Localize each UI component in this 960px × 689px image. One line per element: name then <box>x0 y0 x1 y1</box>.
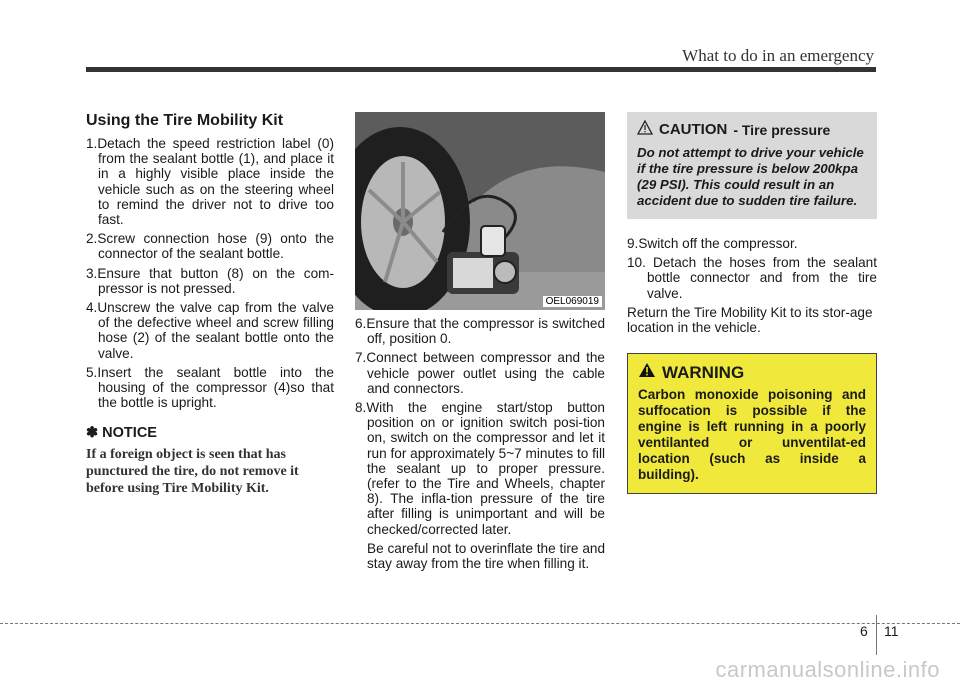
page-number-divider <box>876 615 877 655</box>
warning-title-row <box>638 362 866 383</box>
left-steps <box>86 136 334 410</box>
middle-steps <box>355 316 605 571</box>
caution-box <box>627 112 877 219</box>
section-title: Using the Tire Mobility Kit <box>86 112 284 129</box>
left-column <box>86 112 334 497</box>
header-title: What to do in an emergency <box>682 46 874 65</box>
warning-title: WARNING <box>662 362 745 382</box>
caution-subtitle: - Tire pressure <box>733 121 831 138</box>
warning-box <box>627 353 877 494</box>
return-text: Return the Tire Mobility Kit to its stor-age location in the vehicle. <box>627 304 873 336</box>
notice-heading: ✽ NOTICE <box>86 425 157 442</box>
tire-kit-figure <box>355 112 605 310</box>
chapter-number: 6 <box>860 623 868 639</box>
caution-title: CAUTION <box>659 121 728 138</box>
middle-column <box>355 112 605 575</box>
header-rule <box>86 67 876 72</box>
step-9: 9.Switch off the compressor. <box>627 236 798 251</box>
step-1: 1.Detach the speed restriction label (0) from the sealant bottle (1), and place it in a highly visible place inside the vehicle such as on the steering wheel to remind the driver not to drive too fast. <box>86 136 334 228</box>
notice-body: If a foreign object is seen that has punctured the tire, do not remove it before using Tire Mobility Kit. <box>86 447 299 497</box>
step-5: 5.Insert the sealant bottle into the housing of the compressor (4)so that the bottle is upright. <box>86 364 334 411</box>
warning-triangle-icon <box>637 120 653 139</box>
step-7: 7.Connect between compressor and the vehicle power outlet using the cable and connectors. <box>355 350 605 396</box>
step-4: 4.Unscrew the valve cap from the valve of the defective wheel and screw filling hose (2) of the sealant bottle onto the valve. <box>86 300 334 361</box>
page-number: 11 <box>884 623 899 639</box>
footer-rule <box>0 623 960 624</box>
step-10: 10. Detach the hoses from the sealant bottle connector and from the tire valve. <box>627 255 877 301</box>
caution-title-row <box>637 120 867 139</box>
caution-body: Do not attempt to drive your vehicle if the tire pressure is below 200kpa (29 PSI). This could result in an accident due to sudden tire failure. <box>637 145 864 208</box>
warning-body: Carbon monoxide poisoning and suffocation is possible if the engine is left running in a poorly ventilanted or unventilat-ed location (such as inside a building). <box>638 387 866 483</box>
right-column <box>627 112 877 494</box>
tire-kit-illustration <box>355 112 605 310</box>
step-6: 6.Ensure that the compressor is switched off, position 0. <box>355 316 605 347</box>
watermark: carmanualsonline.info <box>715 657 940 682</box>
step-2: 2.Screw connection hose (9) onto the connector of the sealant bottle. <box>86 231 334 262</box>
figure-code: OEL069019 <box>543 296 602 307</box>
right-steps <box>627 236 877 301</box>
step-3: 3.Ensure that button (8) on the com-pressor is not pressed. <box>86 265 334 296</box>
warning-icon <box>638 362 656 383</box>
step-8-note: Be careful not to overinflate the tire and stay away from the tire when filling it. <box>367 540 605 572</box>
step-8: 8.With the engine start/stop button position on or ignition switch posi-tion on, switch on the compressor and let it run for approximately 5~7 minutes to fill the sealant up to proper pressure. (refer to the Tire and Wheels, chapter 8). The infla-tion pressure of the tire after filling is unimportant and will be checked/corrected later. <box>355 400 605 537</box>
